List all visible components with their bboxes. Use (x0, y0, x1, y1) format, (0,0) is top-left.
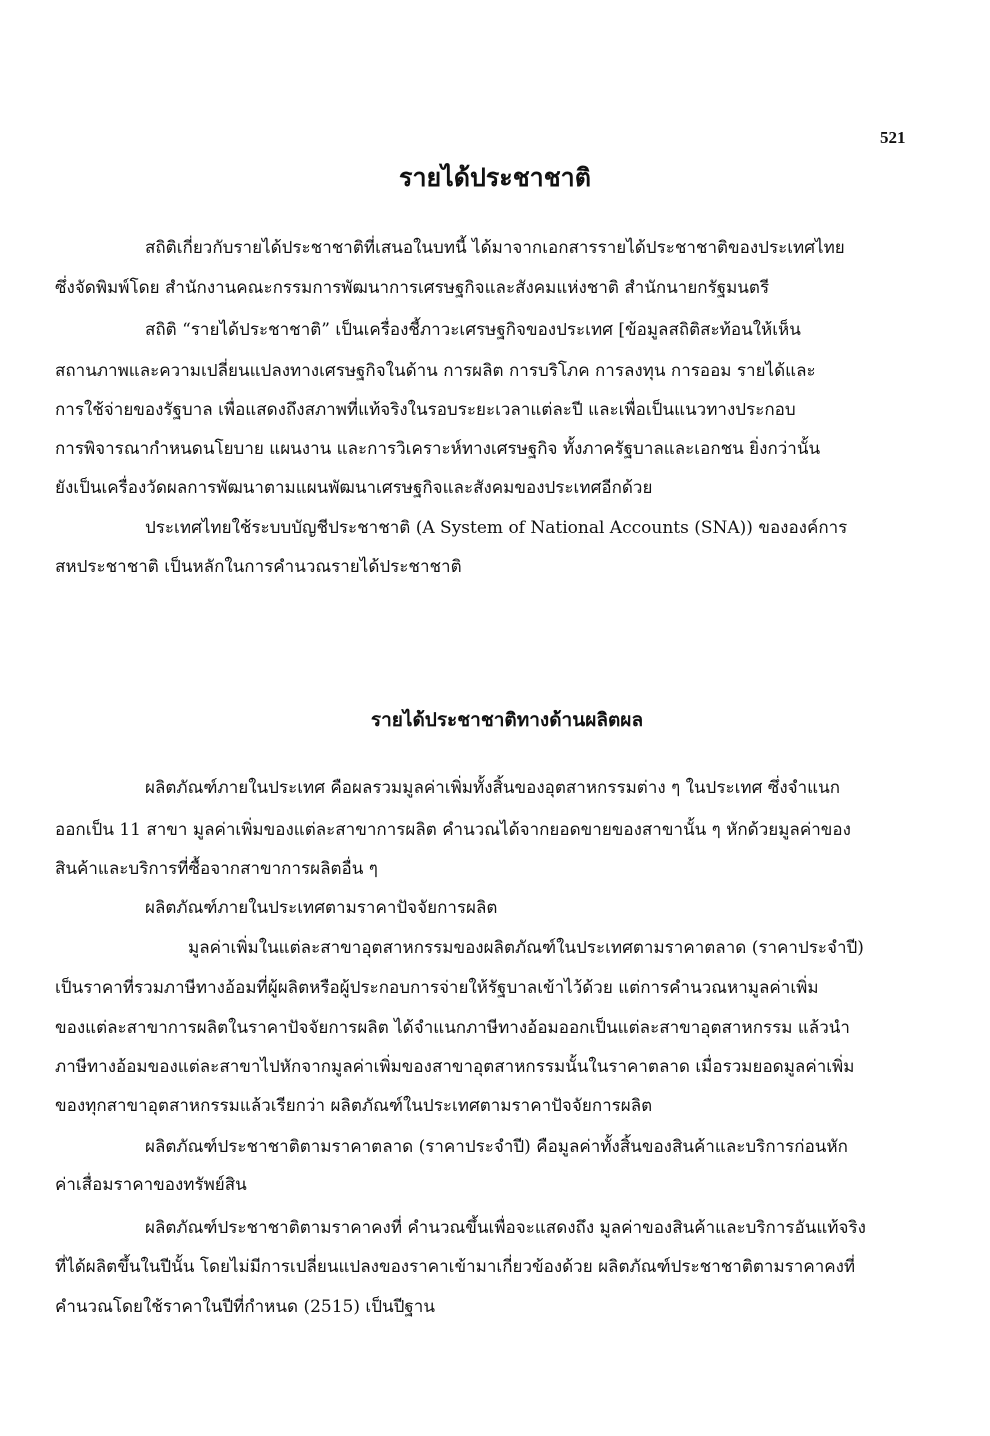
section-p3-line-5: ของทุกสาขาอุตสาหกรรมแล้วเรียกว่า ผลิตภัณฑ์ในประเทศตามราคาปัจจัยการผลิต (55, 1096, 653, 1116)
section-title: รายได้ประชาชาติทางด้านผลิตผล (370, 709, 644, 731)
intro-p2-line-5: ยังเป็นเครื่องวัดผลการพัฒนาตามแผนพัฒนาเศรษฐกิจและสังคมของประเทศอีกด้วย (55, 478, 653, 498)
section-p2-line-1: ผลิตภัณฑ์ภายในประเทศตามราคาปัจจัยการผลิต (145, 898, 498, 918)
intro-p2-line-4: การพิจารณากำหนดนโยบาย แผนงาน และการวิเคราะห์ทางเศรษฐกิจ ทั้งภาครัฐบาลและเอกชน ยิ่งกว่านั้น (55, 439, 821, 459)
intro-p2-line-1: สถิติ “รายได้ประชาชาติ” เป็นเครื่องชี้ภาวะเศรษฐกิจของประเทศ [ข้อมูลสถิติสะท้อนให้เห็น (145, 320, 801, 340)
intro-p3-line-1: ประเทศไทยใช้ระบบบัญชีประชาชาติ (A System of National Accounts (SNA)) ขององค์การ (145, 518, 848, 538)
intro-p3-line-2: สหประชาชาติ เป็นหลักในการคำนวณรายได้ประชาชาติ (55, 557, 462, 577)
section-p5-line-2: ที่ได้ผลิตขึ้นในปีนั้น โดยไม่มีการเปลี่ยนแปลงของราคาเข้ามาเกี่ยวข้องด้วย ผลิตภัณฑ์ประชาชาติตามราคาคงที่ (55, 1257, 856, 1277)
section-p3-line-4: ภาษีทางอ้อมของแต่ละสาขาไปหักจากมูลค่าเพิ่มของสาขาอุตสาหกรรมนั้นในราคาตลาด เมื่อรวมยอดมูลค่าเพิ่ม (55, 1057, 855, 1077)
page-number: 521 (880, 128, 906, 147)
intro-p1-line-1: สถิติเกี่ยวกับรายได้ประชาชาติที่เสนอในบทนี้ ได้มาจากเอกสารรายได้ประชาชาติของประเทศไทย (145, 238, 845, 258)
intro-p2-line-3: การใช้จ่ายของรัฐบาล เพื่อแสดงถึงสภาพที่แท้จริงในรอบระยะเวลาแต่ละปี และเพื่อเป็นแนวทางประกอบ (55, 400, 796, 420)
main-title: รายได้ประชาชาติ (399, 163, 591, 192)
section-p4-line-2: ค่าเสื่อมราคาของทรัพย์สิน (55, 1175, 247, 1195)
intro-p2-line-2: สถานภาพและความเปลี่ยนแปลงทางเศรษฐกิจในด้าน การผลิต การบริโภค การลงทุน การออม รายได้และ (55, 361, 816, 381)
section-p1-line-2: ออกเป็น 11 สาขา มูลค่าเพิ่มของแต่ละสาขาการผลิต คำนวณได้จากยอดขายของสาขานั้น ๆ หักด้วยมูลค่าของ (55, 820, 851, 840)
section-p5-line-3: คำนวณโดยใช้ราคาในปีที่กำหนด (2515) เป็นปีฐาน (55, 1297, 435, 1317)
section-p4-line-1: ผลิตภัณฑ์ประชาชาติตามราคาตลาด (ราคาประจำปี) คือมูลค่าทั้งสิ้นของสินค้าและบริการก่อนหัก (145, 1137, 848, 1157)
section-p5-line-1: ผลิตภัณฑ์ประชาชาติตามราคาคงที่ คำนวณขึ้นเพื่อจะแสดงถึง มูลค่าของสินค้าและบริการอันแท้จริง (145, 1218, 866, 1238)
section-p3-line-2: เป็นราคาที่รวมภาษีทางอ้อมที่ผู้ผลิตหรือผู้ประกอบการจ่ายให้รัฐบาลเข้าไว้ด้วย แต่การคำนวณหามูลค่าเพิ่ม (55, 978, 819, 998)
section-p1-line-3: สินค้าและบริการที่ซื้อจากสาขาการผลิตอื่น ๆ (55, 859, 378, 879)
intro-p1-line-2: ซึ่งจัดพิมพ์โดย สำนักงานคณะกรรมการพัฒนาการเศรษฐกิจและสังคมแห่งชาติ สำนักนายกรัฐมนตรี (55, 278, 770, 298)
section-p3-line-1: มูลค่าเพิ่มในแต่ละสาขาอุตสาหกรรมของผลิตภัณฑ์ในประเทศตามราคาตลาด (ราคาประจำปี) (188, 938, 864, 958)
section-p1-line-1: ผลิตภัณฑ์ภายในประเทศ คือผลรวมมูลค่าเพิ่มทั้งสิ้นของอุตสาหกรรมต่าง ๆ ในประเทศ ซึ่งจำแนก (145, 778, 841, 798)
section-p3-line-3: ของแต่ละสาขาการผลิตในราคาปัจจัยการผลิต ได้จำแนกภาษีทางอ้อมออกเป็นแต่ละสาขาอุตสาหกรรม แล้วนำ (55, 1018, 850, 1038)
